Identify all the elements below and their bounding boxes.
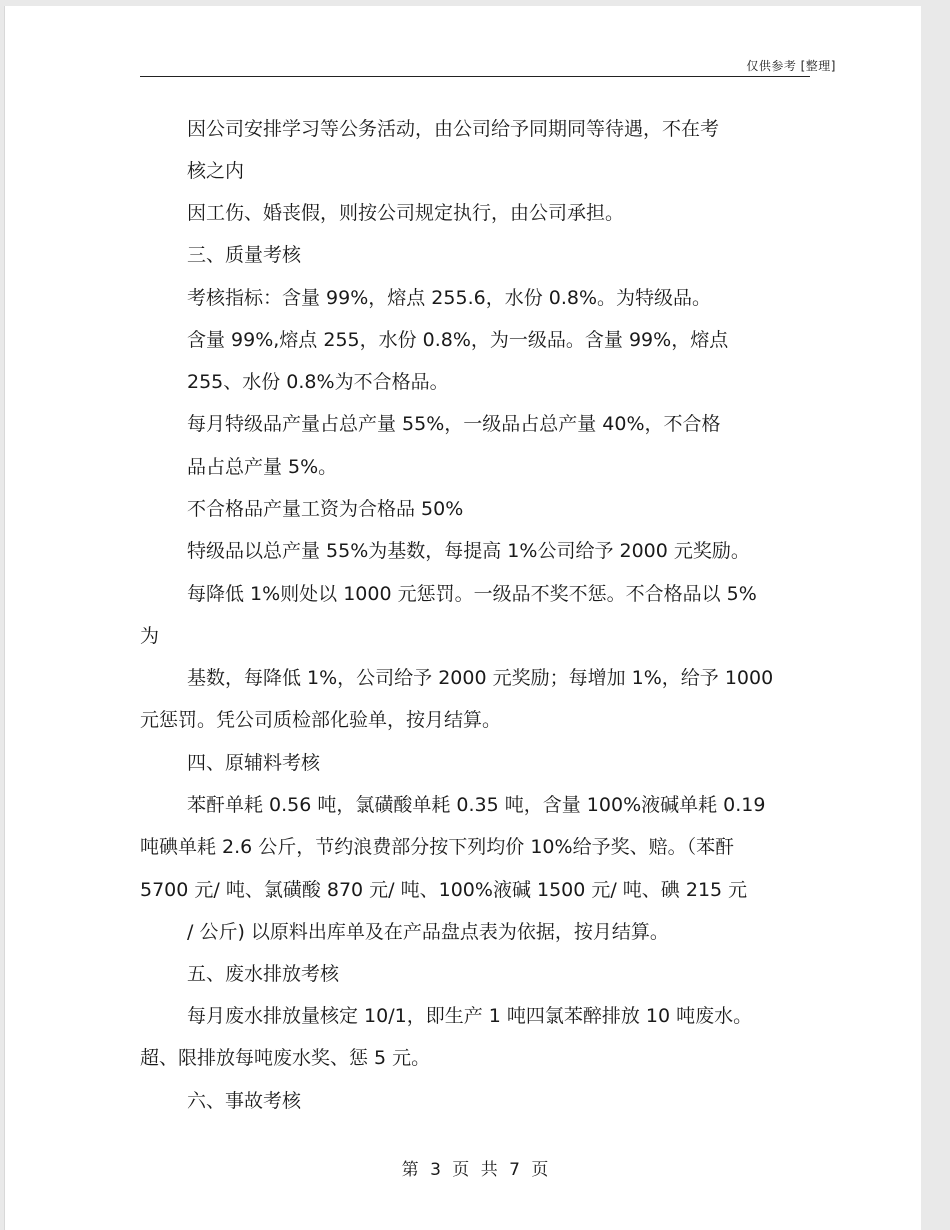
page-header: 仅供参考 [整理] — [746, 59, 836, 73]
body-line: / 公斤) 以原料出库单及在产品盘点表为依据，按月结算。 — [187, 921, 669, 943]
body-line: 超、限排放每吨废水奖、惩 5 元。 — [140, 1047, 431, 1069]
section-heading: 三、质量考核 — [187, 244, 302, 266]
body-line: 含量 99%,熔点 255，水份 0.8%，为一级品。含量 99%，熔点 — [187, 329, 729, 351]
page-number-footer: 第 3 页 共 7 页 — [401, 1160, 549, 1180]
section-heading: 四、原辅料考核 — [187, 752, 321, 774]
body-line: 5700 元/ 吨、氯磺酸 870 元/ 吨、100%液碱 1500 元/ 吨、碘 215 元 — [140, 879, 748, 901]
body-line: 考核指标：含量 99%，熔点 255.6，水份 0.8%。为特级品。 — [187, 287, 712, 309]
body-line: 每月特级品产量占总产量 55%，一级品占总产量 40%，不合格 — [187, 413, 721, 435]
body-line: 基数，每降低 1%，公司给予 2000 元奖励；每增加 1%，给予 1000 — [187, 667, 774, 689]
body-line: 因公司安排学习等公务活动，由公司给予同期同等待遇，不在考 — [187, 118, 720, 140]
body-line: 核之内 — [187, 160, 245, 182]
body-line: 不合格品产量工资为合格品 50% — [187, 498, 464, 520]
section-heading: 六、事故考核 — [187, 1090, 302, 1112]
body-line: 每降低 1%则处以 1000 元惩罚。一级品不奖不惩。不合格品以 5% — [187, 583, 757, 605]
body-line: 255、水份 0.8%为不合格品。 — [187, 371, 449, 393]
body-line: 品占总产量 5%。 — [187, 456, 338, 478]
body-line: 元惩罚。凭公司质检部化验单，按月结算。 — [140, 709, 502, 731]
body-line: 吨碘单耗 2.6 公斤，节约浪费部分按下列均价 10%给予奖、赔。（苯酐 — [140, 836, 735, 858]
body-line: 为 — [140, 625, 160, 647]
header-divider — [140, 76, 810, 77]
body-line: 苯酐单耗 0.56 吨，氯磺酸单耗 0.35 吨，含量 100%液碱单耗 0.19 — [187, 794, 766, 816]
section-heading: 五、废水排放考核 — [187, 963, 340, 985]
body-line: 因工伤、婚丧假，则按公司规定执行，由公司承担。 — [187, 202, 625, 224]
body-line: 每月废水排放量核定 10/1，即生产 1 吨四氯苯醉排放 10 吨废水。 — [187, 1005, 753, 1027]
body-line: 特级品以总产量 55%为基数，每提高 1%公司给予 2000 元奖励。 — [187, 540, 750, 562]
